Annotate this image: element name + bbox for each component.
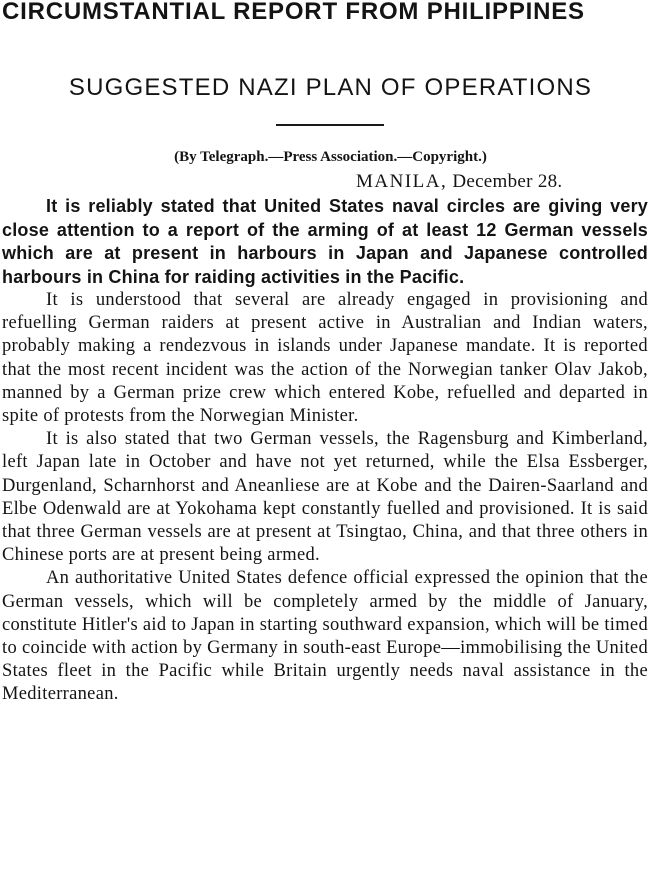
subheadline: SUGGESTED NAZI PLAN OF OPERATIONS (68, 74, 593, 101)
body-paragraph: An authoritative United States defence official expressed the opinion that the German vessels, which will be completely armed by the middle of January, constitute Hitler's aid to Japan in starting southward expansion, which will be timed to coincide with action by Germany in south-east Europe—immobilising the United States fleet in the Pacific while Britain urgently needs naval assistance in the Mediterranean. (2, 568, 648, 705)
dateline (356, 170, 562, 194)
dateline-date: December 28. (452, 171, 563, 192)
dateline-place: MANILA, (356, 171, 448, 192)
body-paragraph: It is also stated that two German vessels, the Ragensburg and Kimberland, left Japan late in October and have not yet returned, while the Elsa Essberger, Durgenland, Scharnhorst and Aneanliese are at Kobe and the Dairen-Saarland and Elbe Odenwald are at Yokohama kept constantly fuelled and provisioned. It is said that three German vessels are at present at Tsingtao, China, and that three others in Chinese ports are at present being armed. (2, 429, 648, 566)
article-body (2, 195, 648, 707)
body-paragraph: It is understood that several are already engaged in provisioning and refuelling German raiders at present active in Australian and Indian waters, probably making a rendezvous in islands under Japanese mandate. It is reported that the most recent incident was the action of the Norwegian tanker Olav Jakob, manned by a German prize crew which entered Kobe, refuelled and departed in spite of protests from the Norwegian Minister. (2, 290, 648, 427)
byline: (By Telegraph.—Press Association.—Copyright.) (174, 149, 487, 165)
headline: CIRCUMSTANTIAL REPORT FROM PHILIPPINES (2, 0, 585, 25)
divider-rule (276, 124, 384, 126)
lead-paragraph: It is reliably stated that United States naval circles are giving very close attention to a report of the arming of at least 12 German vessels which are at present in harbours in Japan and Japanese controlled harbours in China for raiding activities in the Pacific. (2, 196, 648, 287)
